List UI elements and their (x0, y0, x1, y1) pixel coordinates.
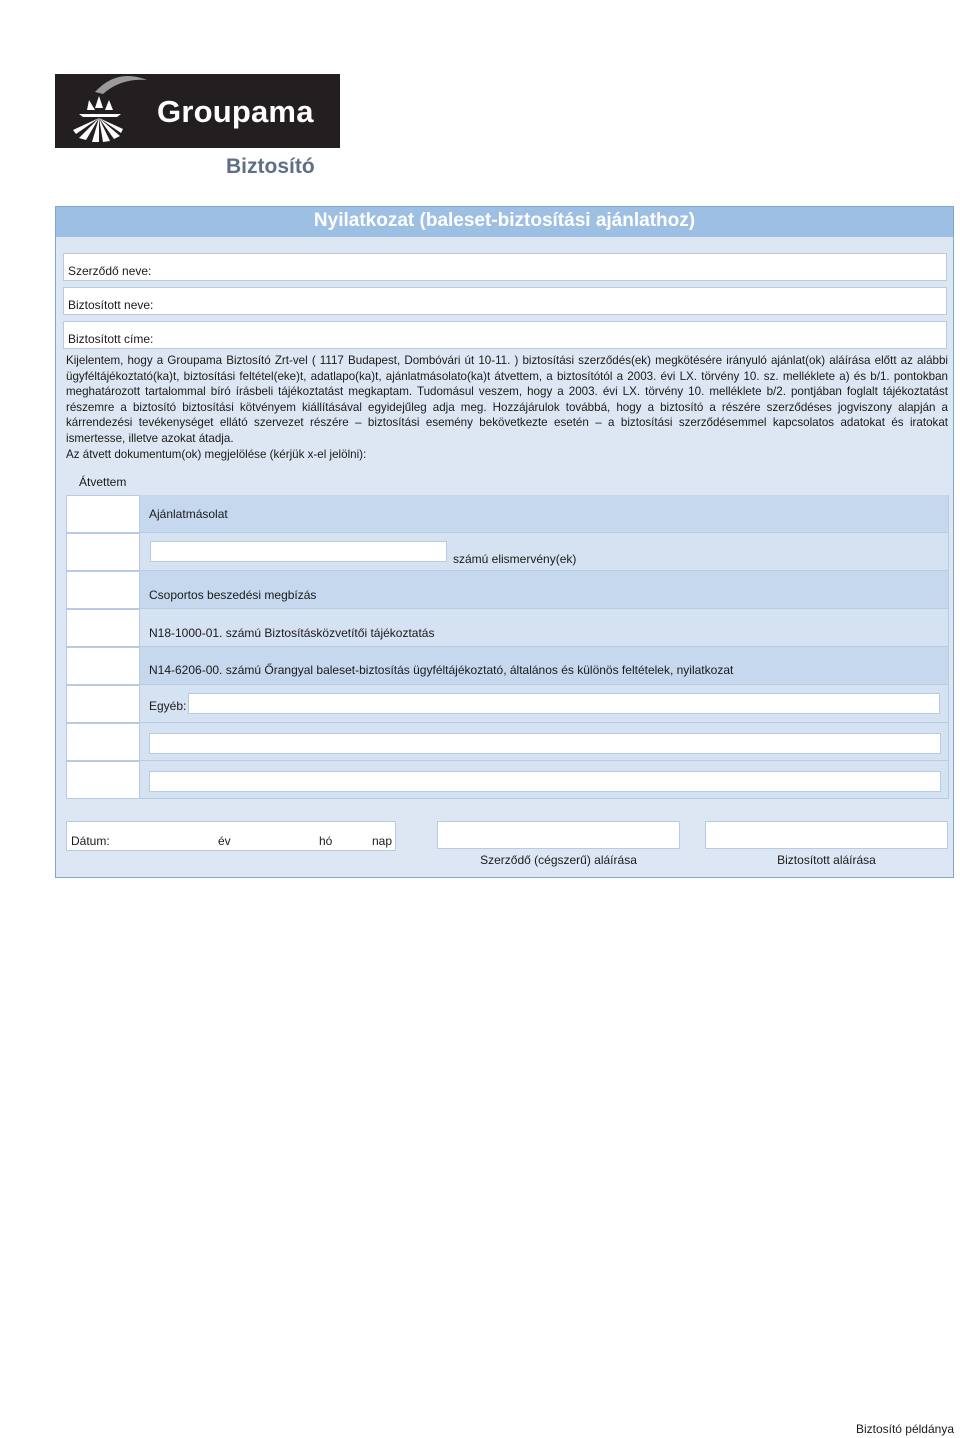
groupama-logo (55, 74, 340, 148)
document-row (66, 495, 949, 533)
contractor-signature-label: Szerződő (cégszerű) aláírása (480, 853, 637, 867)
document-checkbox[interactable] (66, 571, 140, 609)
insured-address-field[interactable] (63, 321, 947, 349)
declaration-form (55, 206, 954, 878)
declaration-text: Kijelentem, hogy a Groupama Biztosító Zrt-vel ( 1117 Budapest, Dombóvári út 10-11. ) biztosítási szerződés(ek) megkötésére irányuló ajánlat(ok) aláírása előtt az alábbi ügyféltájékoztató(ka)t, biztosítási feltétel(eke)t, adatlapo(ka)t, ajánlatmásolato(ka)t átvettem, a biztosítótól a 2003. évi LX. törvény 10. sz. melléklete a) és b/1. pontokban meghatározott tartalommal bíró írásbeli tájékoztatást megkaptam. Tudomásul veszem, hogy a 2003. évi LX. törvény 10. melléklete b/2. pontjában foglalt tájékoztatást részemre a biztosító biztosítási kötvényem kiállításával egyidejűleg adja meg. Hozzájárulok továbbá, hogy a biztosító a részére szerződéses jogviszony alapján a kárrendezési tevékenységet ellátó szervezet részére – biztosítási esemény bekövetkezte esetén – a biztosítási szerződésemmel kapcsolatos adatokat és iratokat ismertesse, illetve azokat átadja. (66, 354, 948, 445)
date-day-label: nap (372, 834, 393, 848)
document-row (66, 571, 949, 609)
insured-signature-box[interactable] (705, 821, 948, 849)
document-label: Egyéb: (149, 699, 187, 713)
document-description (140, 647, 949, 685)
document-checkbox[interactable] (66, 647, 140, 685)
document-row (66, 723, 949, 761)
insured-address-label: Biztosított címe: (68, 332, 154, 346)
document-description (140, 495, 949, 533)
document-checkbox[interactable] (66, 533, 140, 571)
other-document-input[interactable] (149, 771, 941, 792)
document-description (140, 685, 949, 723)
document-label: Ajánlatmásolat (149, 507, 228, 521)
document-row (66, 609, 949, 647)
page-subtitle: Biztosító (226, 155, 315, 178)
document-checkbox[interactable] (66, 495, 140, 533)
logo-wordmark: Groupama (157, 94, 314, 129)
document-row (66, 761, 949, 799)
form-title: Nyilatkozat (baleset-biztosítási ajánlathoz) (313, 210, 696, 231)
documents-table (66, 495, 949, 798)
documents-heading: Az átvett dokumentum(ok) megjelölése (kérjük x-el jelölni): (66, 448, 367, 461)
groupama-emblem-icon (55, 74, 155, 148)
date-label: Dátum: (71, 834, 110, 848)
document-checkbox[interactable] (66, 761, 140, 799)
document-row (66, 533, 949, 571)
document-checkbox[interactable] (66, 609, 140, 647)
document-description (140, 761, 949, 799)
document-row (66, 647, 949, 685)
contractor-name-label: Szerződő neve: (68, 264, 152, 278)
document-label: N14-6206-00. számú Őrangyal baleset-biztosítás ügyféltájékoztató, általános és különös feltételek, nyilatkozat (149, 663, 734, 677)
document-checkbox[interactable] (66, 723, 140, 761)
other-document-input[interactable] (188, 693, 940, 714)
document-row (66, 685, 949, 723)
date-year-label: év (218, 834, 231, 848)
date-field[interactable] (66, 821, 396, 851)
document-label: Csoportos beszedési megbízás (149, 588, 317, 602)
received-column-header: Átvettem (79, 475, 127, 489)
insured-name-label: Biztosított neve: (68, 298, 154, 312)
document-checkbox[interactable] (66, 685, 140, 723)
form-title-bar (56, 207, 953, 237)
other-document-input[interactable] (149, 733, 941, 754)
receipt-number-input[interactable] (150, 541, 447, 562)
document-label: N18-1000-01. számú Biztosításközvetítői tájékoztatás (149, 626, 435, 640)
contractor-name-field[interactable] (63, 253, 947, 281)
insured-signature-label: Biztosított aláírása (777, 853, 876, 867)
date-month-label: hó (319, 834, 333, 848)
insured-name-field[interactable] (63, 287, 947, 315)
document-label: számú elismervény(ek) (453, 552, 577, 566)
copy-label: Biztosító példánya (855, 1422, 954, 1436)
document-description (140, 571, 949, 609)
document-description (140, 723, 949, 761)
contractor-signature-box[interactable] (437, 821, 680, 849)
document-description (140, 609, 949, 647)
document-description (140, 533, 949, 571)
